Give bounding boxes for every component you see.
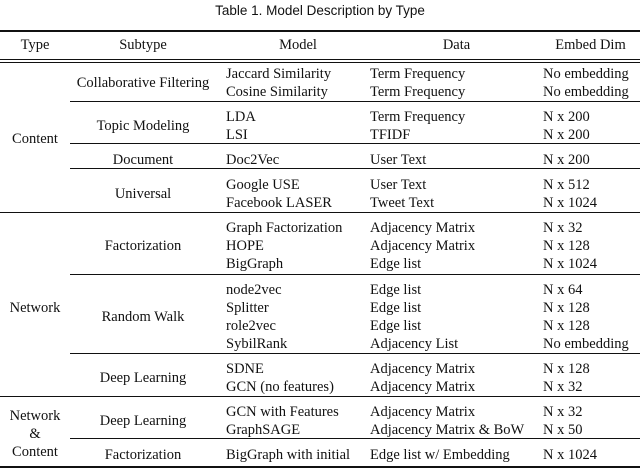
subgroup-separator [70, 168, 640, 169]
data-cell: TFIDF [370, 127, 411, 143]
embed-dim-cell: N x 32 [543, 404, 583, 420]
embed-dim-cell: N x 512 [543, 177, 590, 193]
embed-dim-cell: N x 128 [543, 300, 590, 316]
top-rule [0, 30, 640, 32]
embed-dim-cell: N x 200 [543, 152, 590, 168]
model-cell: Cosine Similarity [226, 84, 328, 100]
embed-dim-cell: N x 1024 [543, 256, 597, 272]
model-cell: Graph Factorization [226, 220, 343, 236]
model-cell: Facebook LASER [226, 195, 332, 211]
model-cell: SDNE [226, 361, 264, 377]
subgroup-separator [70, 101, 640, 102]
data-cell: Term Frequency [370, 109, 466, 125]
model-cell: role2vec [226, 318, 276, 334]
type-cell-line: Network [9, 408, 61, 424]
header-data: Data [442, 37, 471, 53]
group-separator [0, 212, 640, 213]
model-cell: node2vec [226, 282, 282, 298]
data-cell: Term Frequency [370, 66, 466, 82]
subtype-cell: Factorization [104, 238, 182, 254]
type-cell-line: & [29, 426, 41, 442]
model-cell: GCN (no features) [226, 379, 334, 395]
header-rule-2 [0, 62, 640, 63]
data-cell: Adjacency Matrix [370, 238, 476, 254]
subgroup-separator [70, 353, 640, 354]
model-cell: LSI [226, 127, 248, 143]
subgroup-separator [70, 438, 640, 439]
data-cell: User Text [370, 177, 427, 193]
embed-dim-cell: N x 1024 [543, 195, 597, 211]
data-cell: Edge list [370, 300, 422, 316]
table-caption: Table 1. Model Description by Type [215, 3, 425, 18]
subtype-cell: Random Walk [101, 309, 185, 325]
data-cell: Edge list [370, 282, 422, 298]
data-cell: User Text [370, 152, 427, 168]
group-separator [0, 396, 640, 397]
model-cell: Google USE [226, 177, 300, 193]
embed-dim-cell: N x 128 [543, 238, 590, 254]
data-cell: Adjacency Matrix [370, 379, 476, 395]
data-cell: Edge list [370, 318, 422, 334]
subgroup-separator [70, 143, 640, 144]
data-cell: Tweet Text [370, 195, 435, 211]
type-cell: Network [9, 300, 61, 316]
data-cell: Adjacency Matrix [370, 404, 476, 420]
header-rule-1 [0, 59, 640, 60]
embed-dim-cell: N x 200 [543, 127, 590, 143]
subgroup-separator [70, 274, 640, 275]
embed-dim-cell: N x 32 [543, 220, 583, 236]
header-embed-dim: Embed Dim [555, 37, 626, 53]
model-cell: BigGraph with initial [226, 447, 351, 463]
model-cell: HOPE [226, 238, 264, 254]
data-cell: Adjacency Matrix & BoW [370, 422, 525, 438]
embed-dim-cell: N x 128 [543, 361, 590, 377]
subtype-cell: Deep Learning [99, 370, 187, 386]
model-cell: GraphSAGE [226, 422, 301, 438]
data-cell: Adjacency List [370, 336, 459, 352]
model-cell: Splitter [226, 300, 269, 316]
embed-dim-cell: N x 200 [543, 109, 590, 125]
embed-dim-cell: No embedding [543, 66, 629, 82]
embed-dim-cell: No embedding [543, 336, 629, 352]
model-cell: BigGraph [226, 256, 284, 272]
header-subtype: Subtype [119, 37, 167, 53]
header-model: Model [279, 37, 317, 53]
embed-dim-cell: N x 50 [543, 422, 583, 438]
embed-dim-cell: No embedding [543, 84, 629, 100]
subtype-cell: Document [112, 152, 174, 168]
data-cell: Adjacency Matrix [370, 220, 476, 236]
model-cell: Jaccard Similarity [226, 66, 332, 82]
model-cell: SybilRank [226, 336, 288, 352]
subtype-cell: Universal [114, 186, 172, 202]
data-cell: Adjacency Matrix [370, 361, 476, 377]
subtype-cell: Topic Modeling [96, 118, 190, 134]
type-cell: Content [12, 131, 58, 147]
bottom-rule [0, 466, 640, 468]
model-cell: LDA [226, 109, 256, 125]
data-cell: Term Frequency [370, 84, 466, 100]
embed-dim-cell: N x 32 [543, 379, 583, 395]
subtype-cell: Collaborative Filtering [76, 75, 210, 91]
header-type: Type [20, 37, 50, 53]
model-cell: Doc2Vec [226, 152, 280, 168]
type-cell-line: Content [12, 444, 58, 460]
data-cell: Edge list w/ Embedding [370, 447, 510, 463]
model-cell: GCN with Features [226, 404, 339, 420]
embed-dim-cell: N x 128 [543, 318, 590, 334]
subtype-cell: Factorization [104, 447, 182, 463]
embed-dim-cell: N x 64 [543, 282, 583, 298]
data-cell: Edge list [370, 256, 422, 272]
subtype-cell: Deep Learning [99, 413, 187, 429]
embed-dim-cell: N x 1024 [543, 447, 597, 463]
